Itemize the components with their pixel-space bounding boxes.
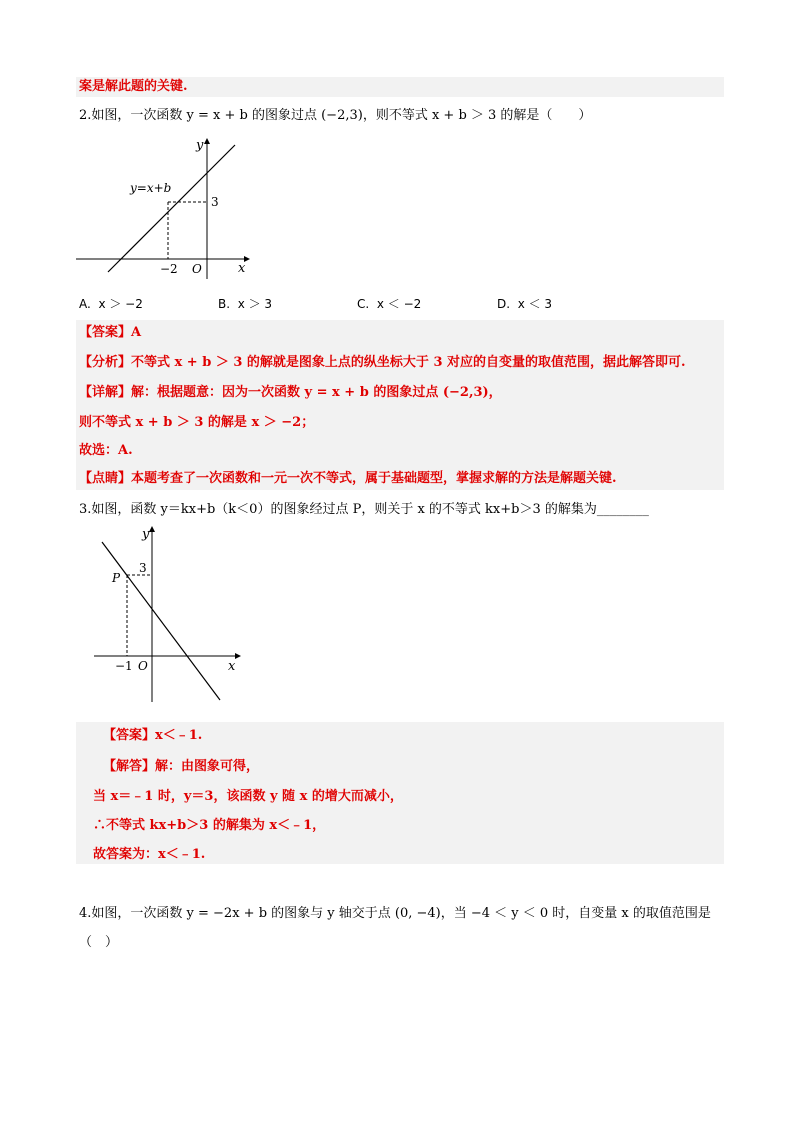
question-2-stem: 2.如图，一次函数 y = x + b 的图象过点 (−2,3)，则不等式 x + b ＞ 3 的解是（ ） — [79, 108, 592, 123]
q2-comment: 【点睛】本题考查了一次函数和一元一次不等式，属于基础题型，掌握求解的方法是解题关键. — [79, 471, 617, 486]
q3-y-axis-label: y — [142, 527, 150, 542]
q2-option-b-letter: B. — [218, 297, 231, 311]
previous-answer-text: 案是解此题的关键. — [79, 79, 188, 94]
q2-option-a[interactable] — [79, 295, 143, 312]
q3-y-arrow — [149, 526, 155, 532]
q2-x-tick-label: −2 — [160, 262, 178, 276]
q2-detail-line-1: 【详解】解：根据题意：因为一次函数 y = x + b 的图象过点 (−2,3)， — [79, 385, 502, 400]
q3-solution-line-2: 当 x＝﹣1 时，y＝3，该函数 y 随 x 的增大而减小， — [93, 789, 403, 804]
q2-option-a-letter: A. — [79, 297, 91, 311]
question-3-stem: 3.如图，函数 y＝kx+b（k＜0）的图象经过点 P，则关于 x 的不等式 kx+b＞3 的解集为________ — [79, 502, 649, 517]
q2-y-arrow — [204, 138, 210, 144]
q3-solution-line-3: ∴不等式 kx+b＞3 的解集为 x＜﹣1， — [93, 818, 326, 833]
q3-y-tick-label: 3 — [139, 561, 147, 575]
q2-option-b-text: x ＞ 3 — [237, 297, 273, 311]
q2-option-c-text: x ＜ −2 — [376, 297, 422, 311]
q2-option-c[interactable] — [357, 295, 421, 312]
q3-solution-line-1: 【解答】解：由图象可得， — [103, 759, 260, 774]
q2-option-d-text: x ＜ 3 — [517, 297, 553, 311]
q3-solution-line-4: 故答案为：x＜﹣1. — [93, 847, 206, 862]
q2-x-axis-label: x — [238, 261, 246, 276]
q3-answer: 【答案】x＜﹣1. — [103, 728, 203, 743]
q2-answer-panel — [76, 320, 724, 490]
q3-point-label: P — [112, 571, 121, 585]
q2-origin-label: O — [192, 262, 202, 276]
q2-option-d[interactable] — [497, 295, 552, 312]
q3-origin-label: O — [138, 659, 148, 673]
q2-y-axis-label: y — [196, 138, 204, 153]
q2-y-tick-label: 3 — [211, 195, 219, 209]
q2-detail-line-2: 则不等式 x + b ＞ 3 的解是 x ＞ −2； — [79, 415, 315, 430]
q2-option-d-letter: D. — [497, 297, 511, 311]
q3-x-tick-label: −1 — [115, 659, 133, 673]
q2-option-c-letter: C. — [357, 297, 370, 311]
q2-analysis: 【分析】不等式 x + b ＞ 3 的解就是图象上点的纵坐标大于 3 对应的自变量的取值范围，据此解答即可. — [79, 355, 686, 370]
q2-answer: 【答案】A — [79, 325, 142, 340]
q3-x-axis-label: x — [228, 659, 236, 674]
q2-function-label: y=x+b — [130, 181, 172, 195]
q3-function-line — [102, 542, 220, 700]
question-2-graph — [72, 132, 257, 282]
q2-option-a-text: x ＞ −2 — [98, 297, 143, 311]
question-4-answer-blank: （ ） — [79, 935, 119, 950]
question-3-graph — [90, 520, 250, 705]
question-4-stem: 4.如图，一次函数 y = −2x + b 的图象与 y 轴交于点 (0, −4)，当 −4 ＜ y ＜ 0 时，自变量 x 的取值范围是 — [79, 906, 711, 921]
q3-x-arrow — [235, 653, 241, 659]
q2-detail-line-3: 故选：A. — [79, 443, 133, 458]
q2-option-b[interactable] — [218, 295, 272, 312]
